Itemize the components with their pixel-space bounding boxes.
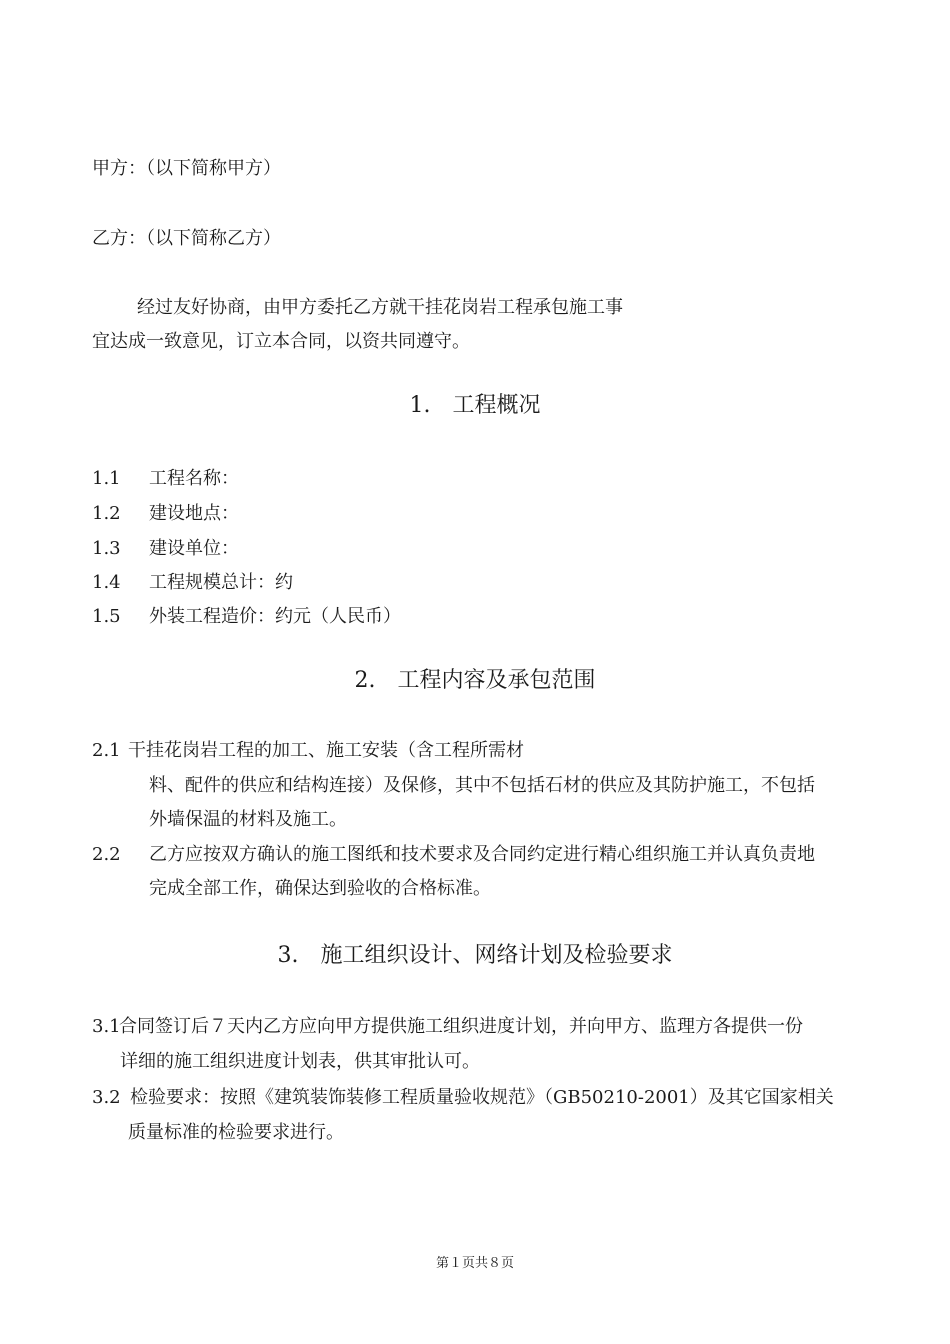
item-number: 3.1 xyxy=(92,1016,121,1037)
item-text: 工程规模总计：约 xyxy=(149,572,293,593)
section-2-heading xyxy=(0,667,950,695)
item-2-2-line-1 xyxy=(92,843,815,867)
item-1-2 xyxy=(92,502,239,526)
item-number: 2.1 xyxy=(92,740,121,761)
item-number: 1.2 xyxy=(92,503,121,524)
item-text: 乙方应按双方确认的施工图纸和技术要求及合同约定进行精心组织施工并认真负责地 xyxy=(149,844,815,865)
item-2-1-line-3: 外墙保温的材料及施工。 xyxy=(149,809,347,830)
item-number: 2.2 xyxy=(92,844,121,865)
item-2-1-line-2: 料、配件的供应和结构连接）及保修，其中不包括石材的供应及其防护施工，不包括 xyxy=(149,775,815,796)
item-1-3 xyxy=(92,537,239,561)
section-1-number: 1. xyxy=(409,393,431,418)
item-text: 干挂花岗岩工程的加工、施工安装（含工程所需材 xyxy=(128,740,524,761)
section-1-title: 工程概况 xyxy=(452,393,541,418)
party-a-line: 甲方：（以下简称甲方） xyxy=(92,158,281,179)
item-text: 检验要求：按照《建筑装饰装修工程质量验收规范》（GB50210-2001）及其它国家相关 xyxy=(130,1087,834,1108)
item-number: 1.1 xyxy=(92,468,121,489)
item-number: 1.3 xyxy=(92,538,121,559)
intro-line-2: 宜达成一致意见，订立本合同，以资共同遵守。 xyxy=(92,331,470,352)
item-1-1 xyxy=(92,467,239,491)
item-number: 1.5 xyxy=(92,606,121,627)
item-3-2-line-1 xyxy=(92,1086,834,1110)
section-2-number: 2. xyxy=(354,668,376,693)
section-3-title: 施工组织设计、网络计划及检验要求 xyxy=(320,943,673,968)
item-3-1-line-1 xyxy=(92,1015,803,1039)
item-text: 工程名称： xyxy=(149,468,239,489)
section-1-heading xyxy=(0,392,950,420)
item-text: 合同签订后７天内乙方应向甲方提供施工组织进度计划，并向甲方、监理方各提供一份 xyxy=(119,1016,803,1037)
item-1-5 xyxy=(92,605,401,629)
item-2-2-line-2: 完成全部工作，确保达到验收的合格标准。 xyxy=(149,878,491,899)
section-2-title: 工程内容及承包范围 xyxy=(397,668,596,693)
item-number: 1.4 xyxy=(92,572,121,593)
section-3-number: 3. xyxy=(277,943,299,968)
item-1-4 xyxy=(92,571,293,595)
section-3-heading xyxy=(0,942,950,970)
item-text: 外装工程造价：约元（人民币） xyxy=(149,606,401,627)
item-3-2-line-2: 质量标准的检验要求进行。 xyxy=(128,1122,344,1143)
item-2-1-line-1 xyxy=(92,739,524,763)
item-text: 建设地点： xyxy=(149,503,239,524)
item-3-1-line-2: 详细的施工组织进度计划表，供其审批认可。 xyxy=(120,1051,480,1072)
item-number: 3.2 xyxy=(92,1087,121,1108)
page-footer: 第１页共８页 xyxy=(435,1256,514,1271)
party-b-line: 乙方：（以下简称乙方） xyxy=(92,228,281,249)
intro-line-1: 经过友好协商，由甲方委托乙方就干挂花岗岩工程承包施工事 xyxy=(137,297,623,318)
item-text: 建设单位： xyxy=(149,538,239,559)
